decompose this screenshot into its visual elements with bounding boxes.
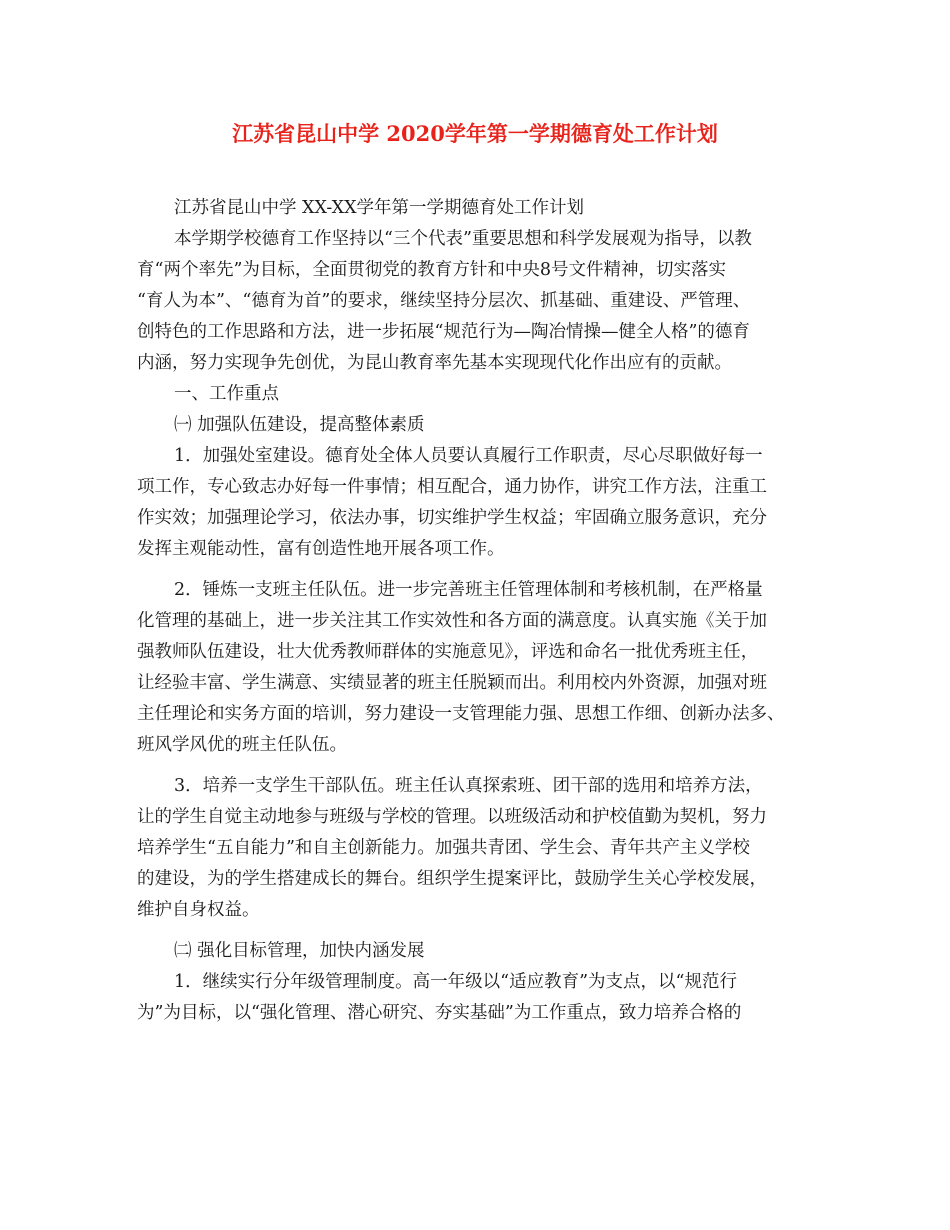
paragraph-line: 内涵，努力实现争先创优，为昆山教育率先基本实现现代化作出应有的贡献。 bbox=[137, 353, 732, 373]
paragraph-line: 的建设，为的学生搭建成长的舞台。组织学生提案评比，鼓励学生关心学校发展， bbox=[137, 869, 767, 889]
paragraph-line: 创特色的工作思路和方法，进一步拓展“规范行为—陶冶情操—健全人格”的德育 bbox=[137, 322, 750, 342]
paragraph-line: 2．锤炼一支班主任队伍。进一步完善班主任管理体制和考核机制，在严格量 bbox=[174, 580, 763, 600]
subsection-heading: ㈠ 加强队伍建设，提高整体素质 bbox=[174, 415, 425, 435]
paragraph-line: 班风学风优的班主任队伍。 bbox=[137, 735, 347, 755]
paragraph-line: 作实效；加强理论学习，依法办事，切实维护学生权益；牢固确立服务意识，充分 bbox=[137, 508, 767, 528]
paragraph-line: 让经验丰富、学生满意、实绩显著的班主任脱颖而出。利用校内外资源，加强对班 bbox=[137, 673, 767, 693]
paragraph-line: 化管理的基础上，进一步关注其工作实效性和各方面的满意度。认真实施《关于加 bbox=[137, 611, 767, 631]
paragraph-line: 发挥主观能动性，富有创造性地开展各项工作。 bbox=[137, 539, 505, 559]
paragraph-line: 1．继续实行分年级管理制度。高一年级以“适应教育”为支点，以“规范行 bbox=[174, 972, 737, 992]
paragraph-line: 育“两个率先”为目标，全面贯彻党的教育方针和中央8号文件精神，切实落实 bbox=[137, 260, 727, 280]
paragraph-line: 为”为目标，以“强化管理、潜心研究、夯实基础”为工作重点，致力培养合格的 bbox=[137, 1003, 742, 1023]
subsection-heading: ㈡ 强化目标管理，加快内涵发展 bbox=[174, 941, 425, 961]
subtitle-line: 江苏省昆山中学 XX-XX学年第一学期德育处工作计划 bbox=[174, 198, 585, 218]
paragraph-line: 3．培养一支学生干部队伍。班主任认真探索班、团干部的选用和培养方法， bbox=[174, 776, 763, 796]
paragraph-line: 1．加强处室建设。德育处全体人员要认真履行工作职责，尽心尽职做好每一 bbox=[174, 446, 763, 466]
document-title: 江苏省昆山中学 2020学年第一学期德育处工作计划 bbox=[232, 121, 718, 146]
paragraph-line: 主任理论和实务方面的培训，努力建设一支管理能力强、思想工作细、创新办法多、 bbox=[137, 704, 785, 724]
paragraph-line: 本学期学校德育工作坚持以“三个代表”重要思想和科学发展观为指导，以教 bbox=[174, 229, 752, 249]
paragraph-line: “育人为本”、“德育为首”的要求，继续坚持分层次、抓基础、重建设、严管理、 bbox=[137, 291, 751, 311]
paragraph-line: 让的学生自觉主动地参与班级与学校的管理。以班级活动和护校值勤为契机，努力 bbox=[137, 807, 767, 827]
paragraph-line: 强教师队伍建设，壮大优秀教师群体的实施意见》，评选和命名一批优秀班主任， bbox=[137, 642, 759, 662]
section-heading: 一、工作重点 bbox=[174, 384, 279, 404]
document-body bbox=[137, 193, 817, 1029]
paragraph-line: 培养学生“五自能力”和自主创新能力。加强共青团、学生会、青年共产主义学校 bbox=[137, 838, 750, 858]
paragraph-line: 项工作，专心致志办好每一件事情；相互配合，通力协作，讲究工作方法，注重工 bbox=[137, 477, 767, 497]
paragraph-line: 维护自身权益。 bbox=[137, 900, 260, 920]
